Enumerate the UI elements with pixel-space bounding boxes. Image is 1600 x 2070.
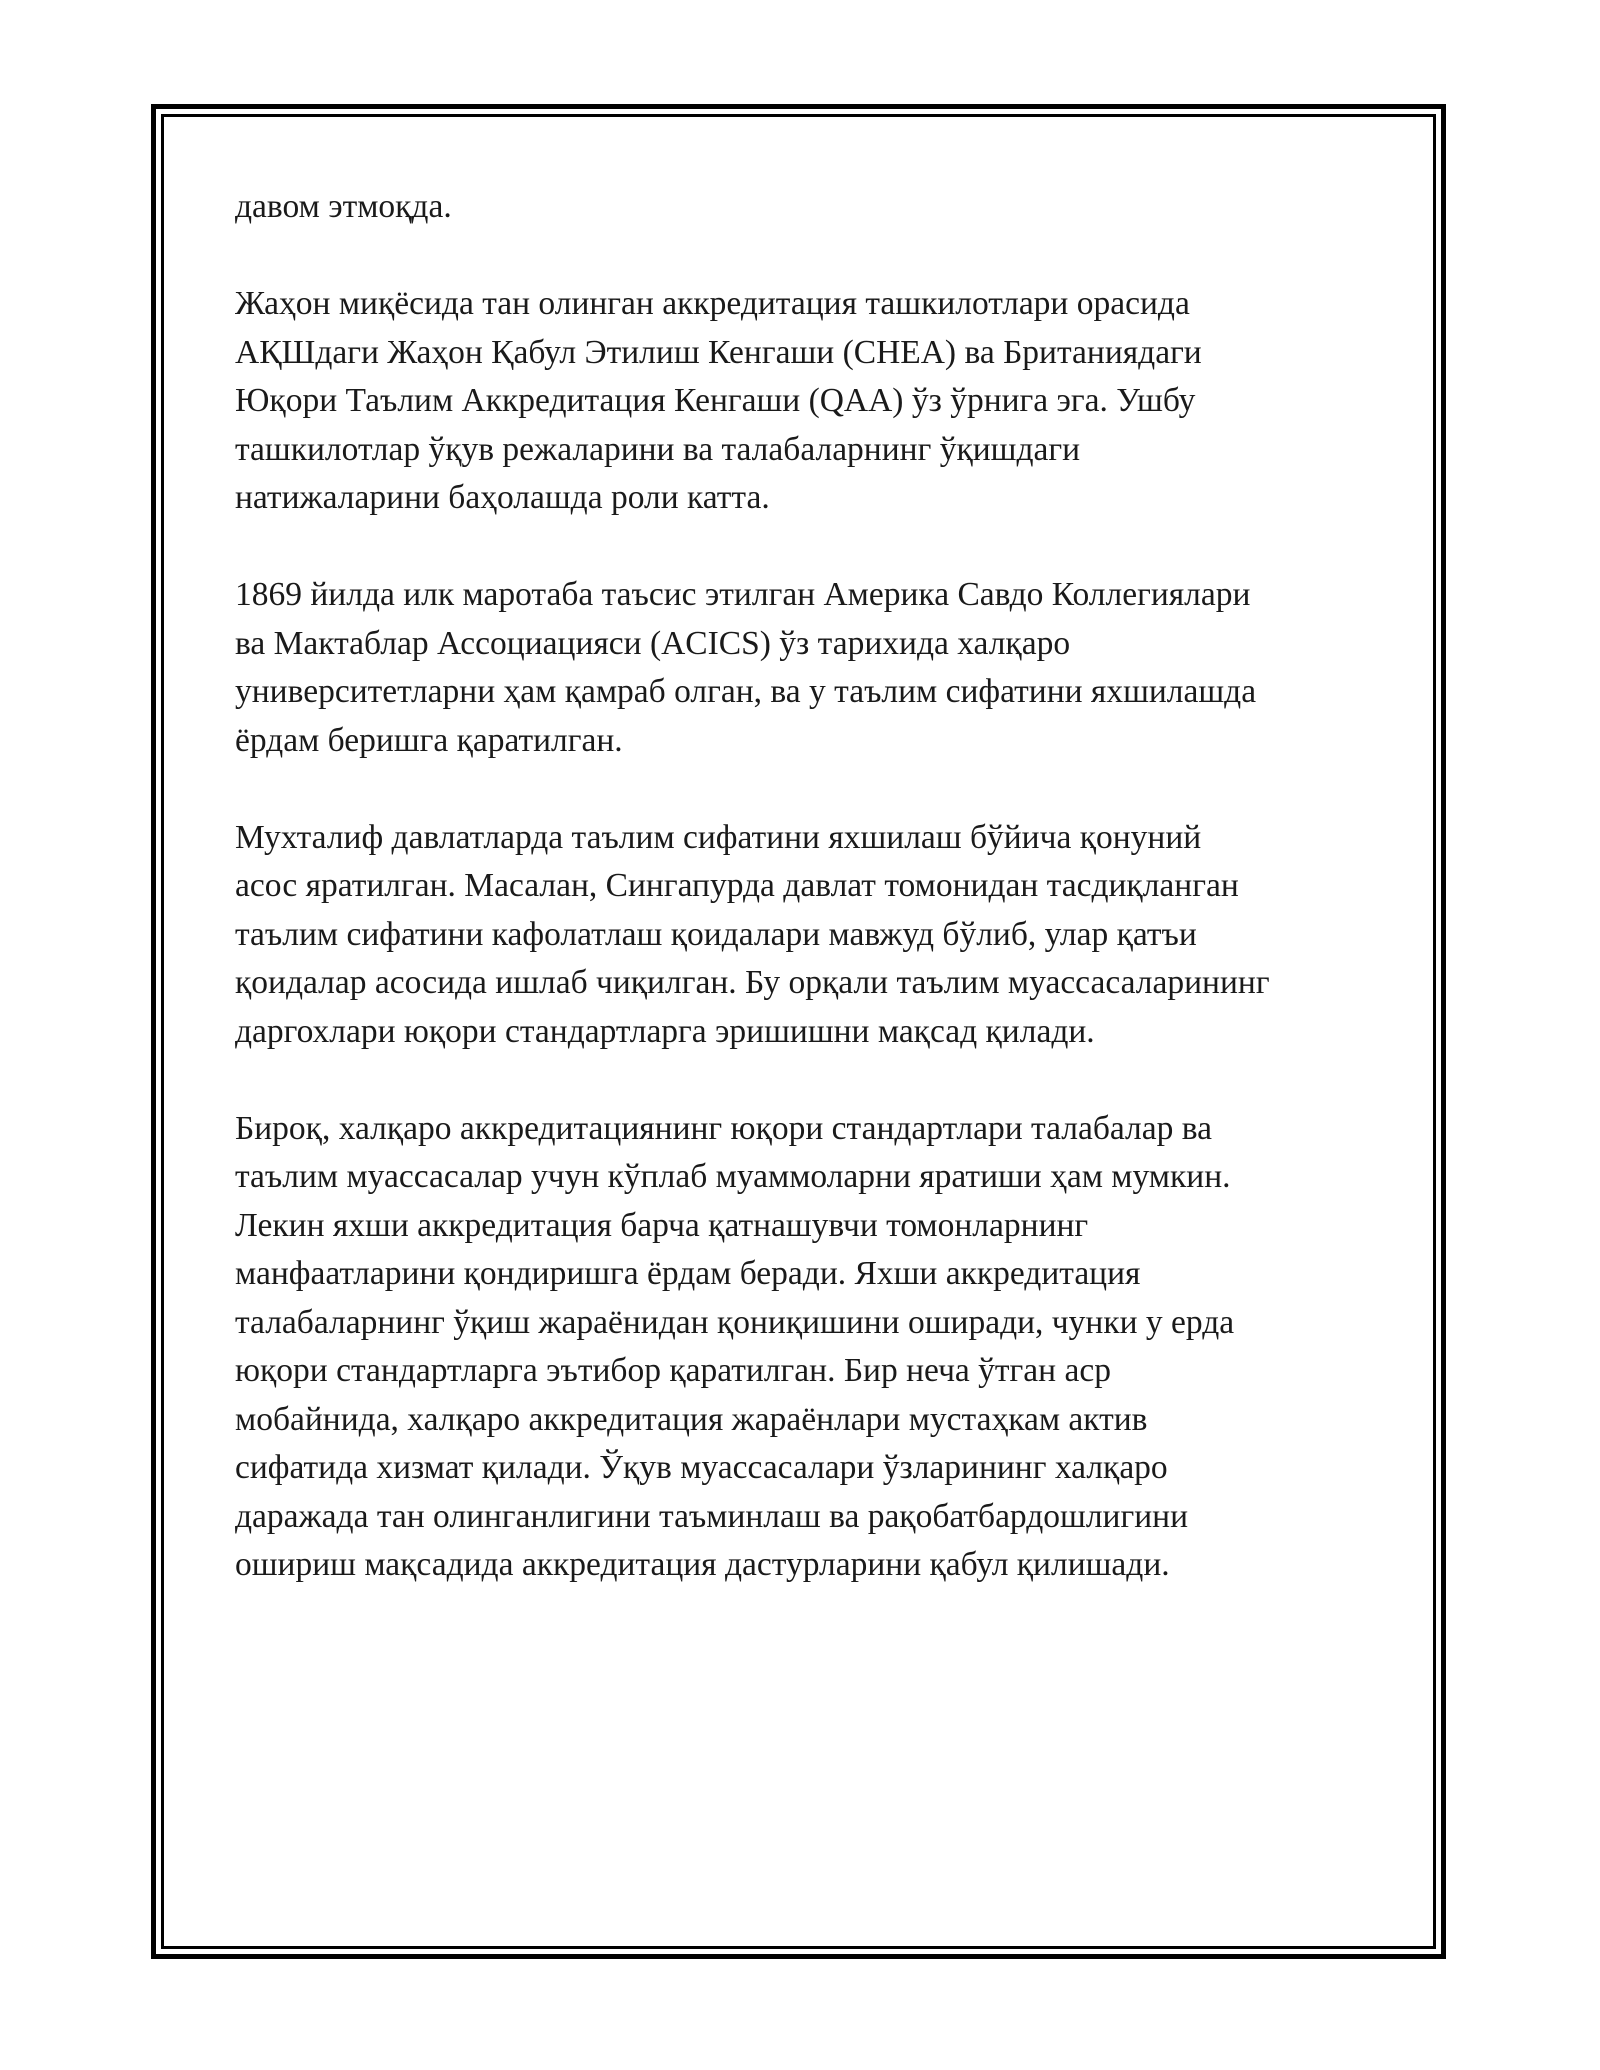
paragraph-accreditation-organizations: Жаҳон миқёсида тан олинган аккредитация ташкилотлари орасида АҚШдаги Жаҳон Қабул Этилиш Кенгаши (CHEA) ва Британиядаги Юқори Таълим Аккредитация Кенгаши (QAA) ўз ўрнига эга. Ушбу ташкилотлар ўқув режаларини ва талабаларнинг ўқишдаги натижаларини баҳолашда роли катта. [235,285,1202,516]
paragraph-acics-history: 1869 йилда илк маротаба таъсис этилган Америка Савдо Коллегиялари ва Мактаблар Ассоциацияси (ACICS) ўз тарихида халқаро университетларни ҳам қамраб олган, ва у таълим сифатини яхшилашда ёрдам беришга қаратилган. [235,576,1257,759]
paragraph-standards-benefits: Бироқ, халқаро аккредитациянинг юқори стандартлари талабалар ва таълим муассасалар учун кўплаб муаммоларни яратиши ҳам мумкин. Лекин яхши аккредитация барча қатнашувчи томонларнинг манфаатларини қондиришга ёрдам беради. Яхши аккредитация талабаларнинг ўқиш жараёнидан қониқишини оширади, чунки у ерда юқори стандартларга эътибор қаратилган. Бир неча ўтган аср мобайнида, халқаро аккредитация жараёнлари мустаҳкам актив сифатида хизмат қилади. Ўқув муассасалари ўзларининг халқаро даражада тан олинганлигини таъминлаш ва рақобатбардошлигини ошириш мақсадида аккредитация дастурларини қабул қилишади. [235,1109,1235,1583]
document-body [235,183,1375,1638]
paragraph-continuation: давом этмоқда. [235,188,452,225]
paragraph-legal-basis: Мухталиф давлатларда таълим сифатини яхшилаш бўйича қонуний асос яратилган. Масалан, Сингапурда давлат томонидан тасдиқланган таълим сифатини кафолатлаш қоидалари мавжуд бўлиб, улар қатъи қоидалар асосида ишлаб чиқилган. Бу орқали таълим муассасаларининг даргохлари юқори стандартларга эришишни мақсад қилади. [235,818,1270,1050]
